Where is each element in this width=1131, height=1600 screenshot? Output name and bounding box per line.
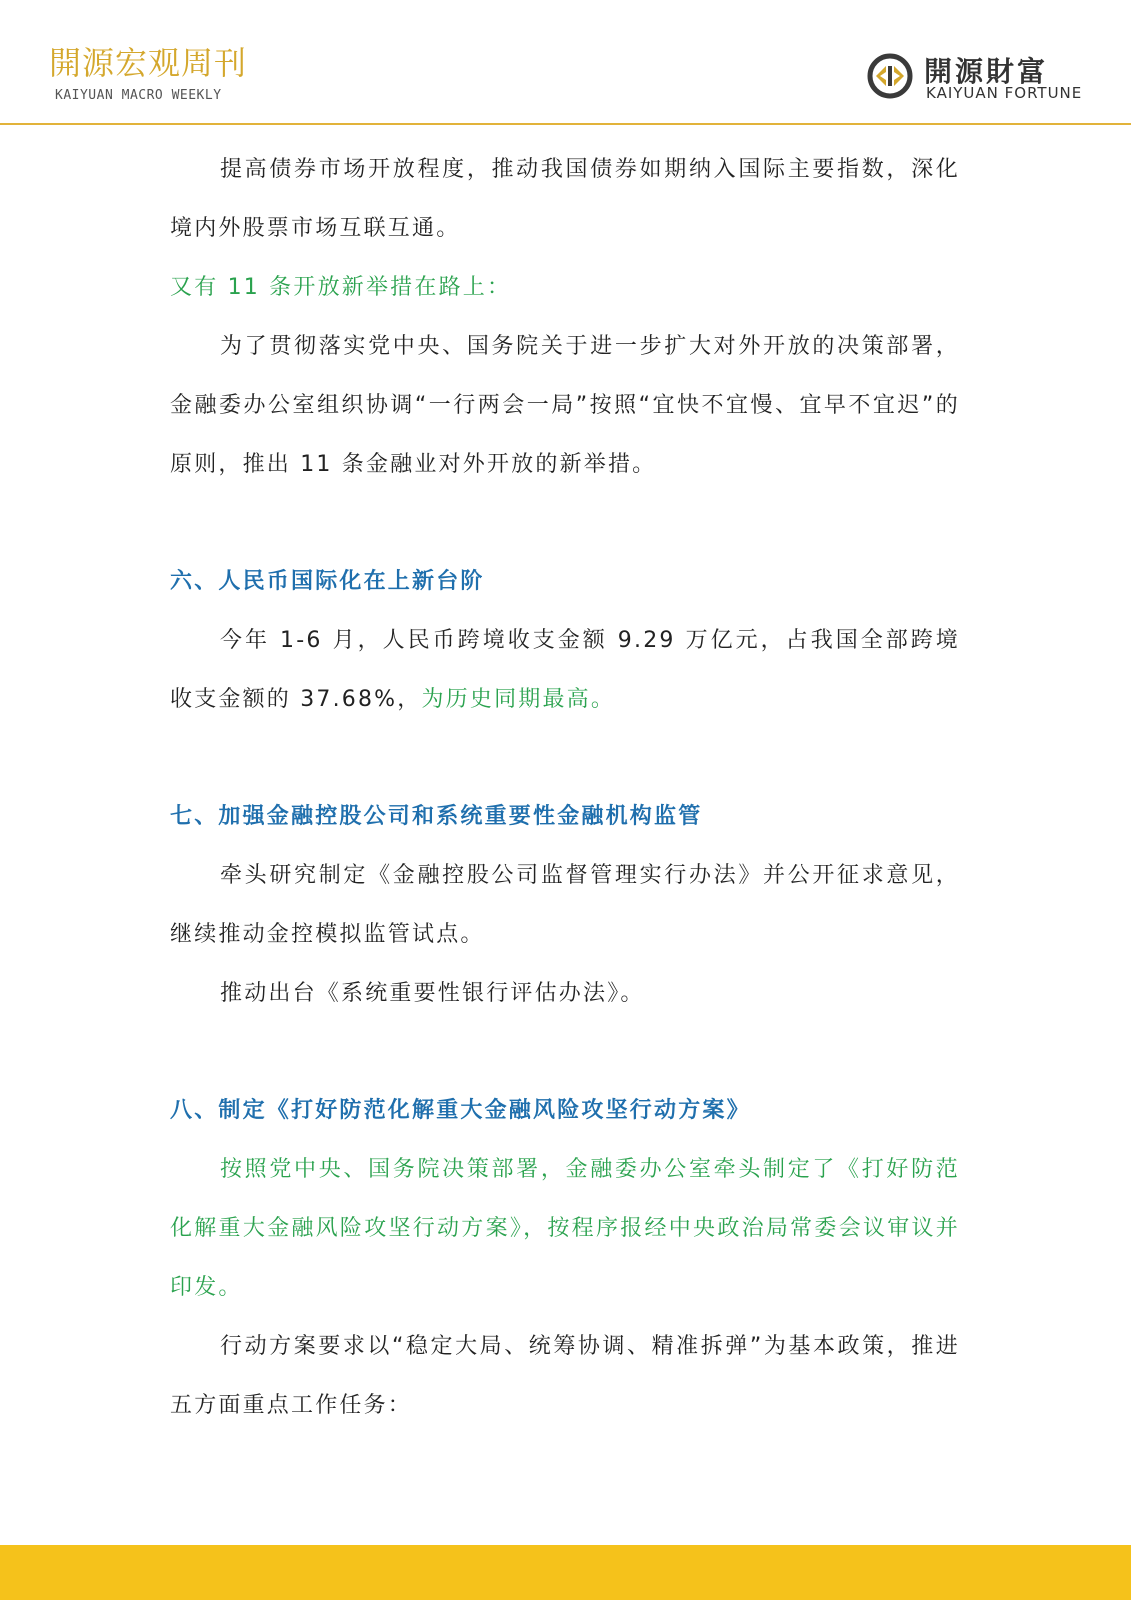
paragraph-bond-market: 提高债券市场开放程度，推动我国债券如期纳入国际主要指数，深化境内外股票市场互联互通。 [170,157,960,241]
rmb-stat-text: 今年 1-6 月，人民币跨境收支金额 9.29 万亿元，占我国全部跨境收支金额的 37.68%， [170,628,960,712]
paragraph-plan-requirements: 行动方案要求以“稳定大局、统筹协调、精准拆弹”为基本政策，推进五方面重点工作任务： [170,1334,960,1418]
page-header [0,0,1131,124]
section-spacer [170,1023,960,1081]
brand-name-english: KAIYUAN FORTUNE [926,84,1083,102]
rmb-record-highlight: 为历史同期最高。 [421,687,616,712]
highlight-new-measures: 又有 11 条开放新举措在路上： [170,275,512,300]
footer-bar [0,1545,1131,1600]
section-spacer [170,494,960,552]
paragraph-rmb-crossborder [170,611,960,729]
header-divider [0,123,1131,125]
paragraph-holding-company: 牵头研究制定《金融控股公司监督管理实行办法》并公开征求意见，继续推动金控模拟监管试点。 [170,863,960,947]
section-heading-supervision: 七、加强金融控股公司和系统重要性金融机构监管 [170,804,703,829]
section-heading-rmb: 六、人民币国际化在上新台阶 [170,569,485,594]
kaiyuan-logo-icon [866,52,914,100]
publication-subtitle: KAIYUAN MACRO WEEKLY [55,88,222,103]
section-heading-risk-plan: 八、制定《打好防范化解重大金融风险攻坚行动方案》 [170,1098,751,1123]
publication-title: 開源宏观周刊 [49,44,248,82]
brand-name: 開源財富 [924,55,1049,88]
paragraph-systemic-banks: 推动出台《系统重要性银行评估办法》。 [220,981,645,1006]
paragraph-opening-measures: 为了贯彻落实党中央、国务院关于进一步扩大对外开放的决策部署，金融委办公室组织协调“一行两会一局”按照“宜快不宜慢、宜早不宜迟”的原则，推出 11 条金融业对外开放的新举措。 [170,334,960,477]
paragraph-risk-plan: 按照党中央、国务院决策部署，金融委办公室牵头制定了《打好防范化解重大金融风险攻坚行动方案》，按程序报经中央政治局常委会议审议并印发。 [170,1157,960,1300]
section-spacer [170,729,960,787]
article-body [170,140,960,1435]
